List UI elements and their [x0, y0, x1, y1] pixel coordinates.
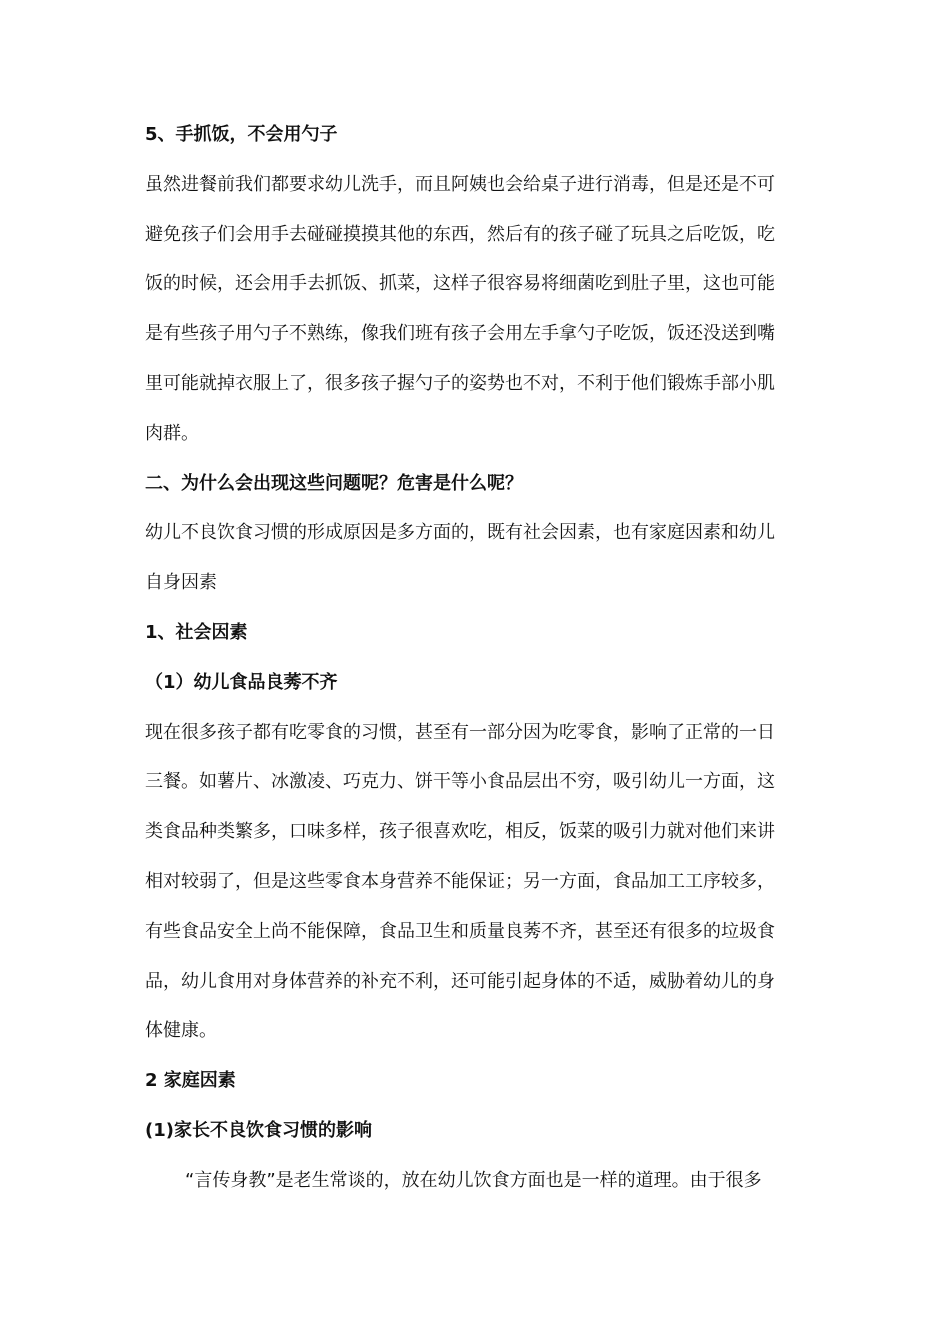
subheading-parent-habits: (1)家长不良饮食习惯的影响 [145, 1119, 372, 1141]
paragraph-line: 有些食品安全上尚不能保障，食品卫生和质量良莠不齐，甚至还有很多的垃圾食 [145, 920, 775, 942]
paragraph-line: 相对较弱了，但是这些零食本身营养不能保证；另一方面，食品加工工序较多， [145, 870, 775, 892]
paragraph-line: 幼儿不良饮食习惯的形成原因是多方面的，既有社会因素，也有家庭因素和幼儿 [145, 522, 775, 544]
paragraph-line: 现在很多孩子都有吃零食的习惯，甚至有一部分因为吃零食，影响了正常的一日 [145, 721, 775, 743]
paragraph-line: 自身因素 [145, 572, 217, 594]
paragraph-line-indented: “言传身教”是老生常谈的，放在幼儿饮食方面也是一样的道理。由于很多 [185, 1169, 762, 1191]
section-heading-causes: 二、为什么会出现这些问题呢？危害是什么呢？ [145, 472, 523, 494]
paragraph-line: 里可能就掉衣服上了，很多孩子握勺子的姿势也不对，不利于他们锻炼手部小肌 [145, 372, 775, 394]
paragraph-line: 肉群。 [145, 422, 199, 444]
section-heading-hand-eating: 5、手抓饭，不会用勺子 [145, 124, 338, 145]
paragraph-line: 类食品种类繁多，口味多样，孩子很喜欢吃，相反，饭菜的吸引力就对他们来讲 [145, 821, 775, 843]
paragraph-line: 三餐。如薯片、冰激凌、巧克力、饼干等小食品层出不穷，吸引幼儿一方面，这 [145, 771, 775, 793]
paragraph-line: 虽然进餐前我们都要求幼儿洗手，而且阿姨也会给桌子进行消毒，但是还是不可 [145, 173, 775, 195]
paragraph-line: 饭的时候，还会用手去抓饭、抓菜，这样子很容易将细菌吃到肚子里，这也可能 [145, 273, 775, 295]
paragraph-line: 品，幼儿食用对身体营养的补充不利，还可能引起身体的不适，威胁着幼儿的身 [145, 970, 775, 992]
paragraph-line: 避免孩子们会用手去碰碰摸摸其他的东西，然后有的孩子碰了玩具之后吃饭，吃 [145, 223, 775, 245]
paragraph-line: 体健康。 [145, 1020, 217, 1042]
document-page [145, 110, 811, 1206]
subheading-social-factors: 1、社会因素 [145, 621, 248, 643]
subheading-food-quality: （1）幼儿食品良莠不齐 [145, 671, 338, 693]
subheading-family-factors: 2 家庭因素 [145, 1070, 236, 1092]
paragraph-line: 是有些孩子用勺子不熟练，像我们班有孩子会用左手拿勺子吃饭，饭还没送到嘴 [145, 323, 775, 345]
